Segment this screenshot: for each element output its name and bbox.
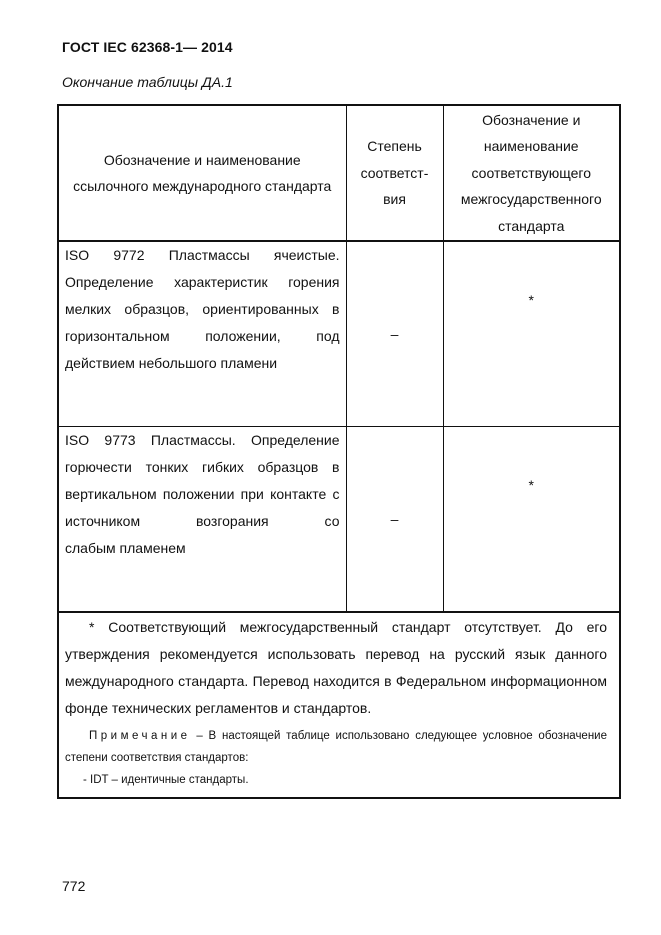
table-row [58, 241, 620, 427]
table-caption: Окончание таблицы ДА.1 [62, 74, 233, 90]
row-2-name [58, 427, 346, 613]
row-1-name [58, 241, 346, 427]
note [65, 725, 607, 769]
table-header-row [58, 105, 620, 241]
page-number: 772 [62, 878, 86, 894]
row-1-degree: – [346, 241, 443, 427]
row-2-name-last-line: слабым пламенем [65, 540, 186, 556]
table-row [58, 427, 620, 613]
note-text: – В настоящей таблице использовано следующее условное обозначение степени соответствия стандартов: [65, 730, 607, 764]
note-label: Примечание [89, 730, 191, 742]
document-code: ГОСТ IEC 62368-1— 2014 [62, 39, 233, 55]
row-1-interstate: * [443, 241, 620, 427]
table-footer-cell [58, 612, 620, 798]
row-1-name-text: ISO 9772 Пластмассы ячеистые. Определение характеристик горения мелких образцов, ориентированных в горизонтальном положении, под [65, 247, 340, 344]
note-item: - IDT – идентичные стандарты. [83, 774, 249, 786]
header-degree: Степень соответст-вия [346, 105, 443, 241]
standards-table [57, 104, 621, 799]
row-2-interstate: * [443, 427, 620, 613]
row-2-degree: – [346, 427, 443, 613]
header-international-standard: Обозначение и наименование ссылочного международного стандарта [58, 105, 346, 241]
table-footer-row [58, 612, 620, 798]
row-1-name-last-line: действием небольшого пламени [65, 355, 278, 371]
row-2-name-text: ISO 9773 Пластмассы. Определение горючести тонких гибких образцов в вертикальном положении при контакте с источником возгорания со [65, 432, 340, 529]
footnote: * Соответствующий межгосударственный стандарт отсутствует. До его утверждения рекомендуется использовать перевод на русский язык данного международного стандарта. Перевод находится в Федеральном информационном фонде технических регламентов и стандартов. [65, 619, 607, 716]
header-interstate-standard: Обозначение и наименование соответствующего межгосударственного стандарта [443, 105, 620, 241]
